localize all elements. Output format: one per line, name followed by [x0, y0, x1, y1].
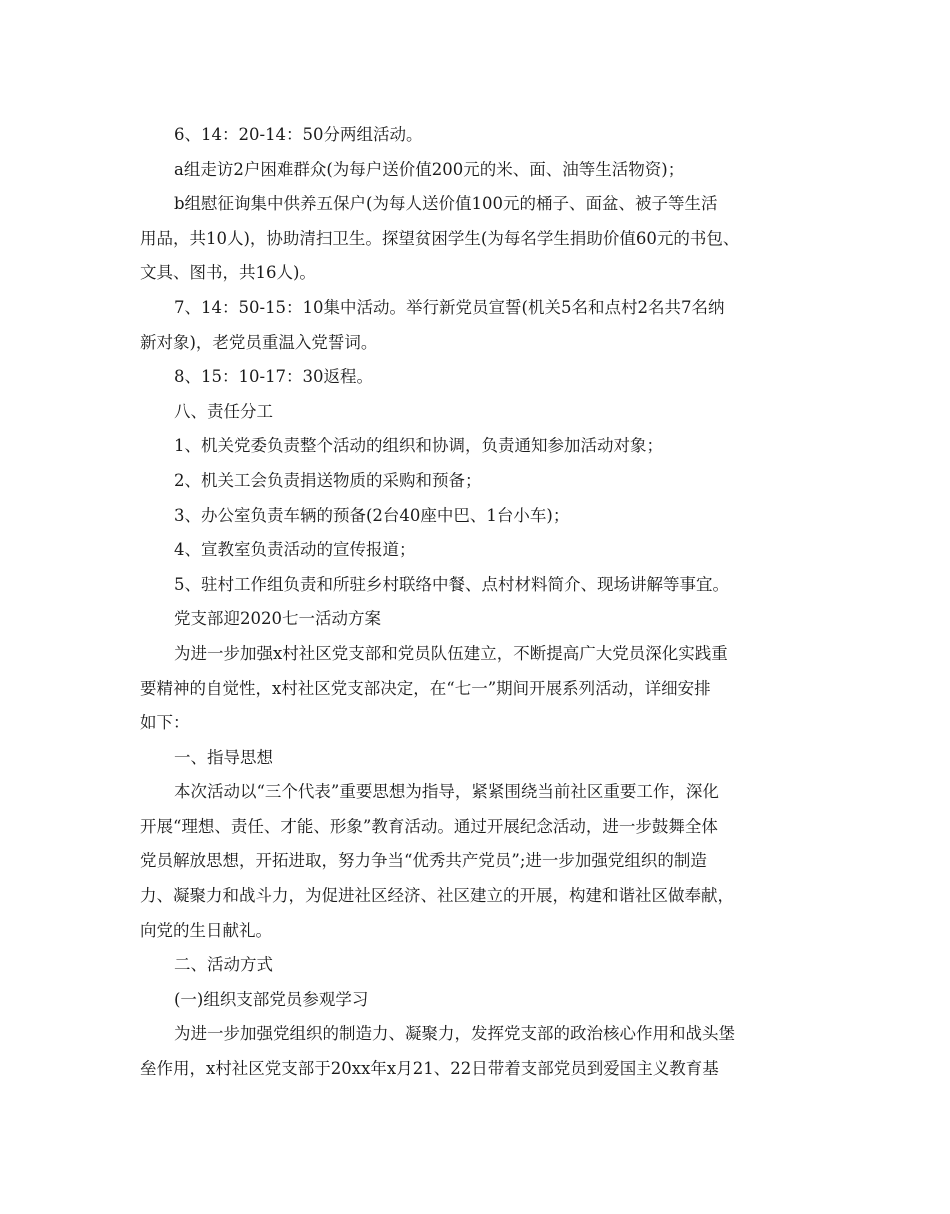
- text-line: 2、机关工会负责捐送物质的采购和预备；: [174, 470, 482, 490]
- text-line: 文具、图书，共16人)。: [140, 263, 316, 283]
- text-line: b组慰征询集中供养五保户(为每人送价值100元的桶子、面盆、被子等生活: [174, 194, 718, 214]
- text-line: a组走访2户困难群众(为每户送价值200元的米、面、油等生活物资)；: [174, 159, 685, 179]
- text-line: 党支部迎2020七一活动方案: [174, 609, 381, 629]
- text-line: 力、凝聚力和战斗力，为促进社区经济、社区建立的开展，构建和谐社区做奉献，: [140, 886, 734, 906]
- text-line: 3、办公室负责车辆的预备(2台40座中巴、1台小车)；: [174, 505, 570, 525]
- text-line: 要精神的自觉性，x村社区党支部决定，在“七一”期间开展系列活动，详细安排: [140, 678, 711, 698]
- text-line: 向党的生日献礼。: [140, 920, 272, 940]
- text-line: 为进一步加强x村社区党支部和党员队伍建立，不断提高广大党员深化实践重: [174, 643, 728, 663]
- text-line: 党员解放思想，开拓进取，努力争当“优秀共产党员”;进一步加强党组织的制造: [140, 851, 707, 871]
- text-line: 8、15：10-17：30返程。: [174, 367, 374, 387]
- text-line: 开展“理想、责任、才能、形象”教育活动。通过开展纪念活动，进一步鼓舞全体: [140, 816, 718, 836]
- text-line: 八、责任分工: [174, 401, 273, 421]
- text-line: 用品，共10人)，协助清扫卫生。探望贫困学生(为每名学生捐助价值60元的书包、: [140, 228, 740, 248]
- document-body: [140, 118, 810, 1087]
- text-line: 7、14：50-15：10集中活动。举行新党员宣誓(机关5名和点村2名共7名纳: [174, 297, 725, 317]
- text-line: 5、驻村工作组负责和所驻乡村联络中餐、点村材料简介、现场讲解等事宜。: [174, 574, 729, 594]
- text-line: 1、机关党委负责整个活动的组织和协调，负责通知参加活动对象；: [174, 436, 663, 456]
- text-line: 本次活动以“三个代表”重要思想为指导，紧紧围绕当前社区重要工作，深化: [174, 782, 719, 802]
- text-line: (一)组织支部党员参观学习: [174, 989, 369, 1009]
- text-line: 4、宣教室负责活动的宣传报道；: [174, 540, 416, 560]
- text-line: 一、指导思想: [174, 747, 273, 767]
- text-line: 6、14：20-14：50分两组活动。: [174, 125, 423, 144]
- text-line: 如下：: [140, 713, 190, 733]
- text-line: 新对象)，老党员重温入党誓词。: [140, 332, 378, 352]
- text-line: 二、活动方式: [174, 955, 273, 975]
- text-line: 为进一步加强党组织的制造力、凝聚力，发挥党支部的政治核心作用和战头堡: [174, 1024, 735, 1044]
- text-line: 垒作用，x村社区党支部于20xx年x月21、22日带着支部党员到爱国主义教育基: [140, 1059, 719, 1079]
